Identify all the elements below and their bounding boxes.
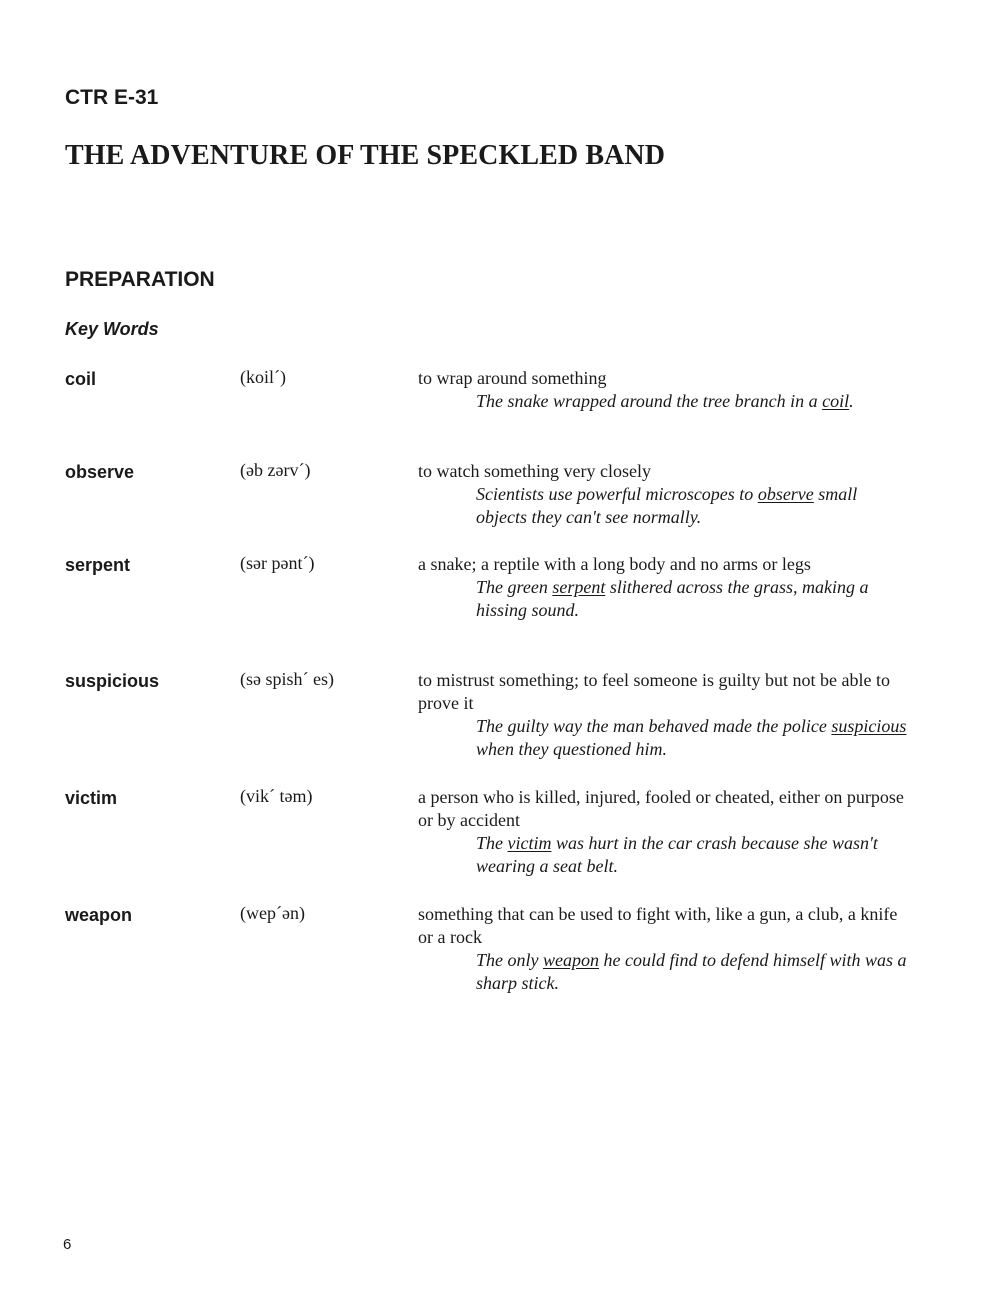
key-word: suspicious (65, 671, 160, 691)
definition-block (418, 669, 908, 761)
key-word: observe (65, 462, 135, 482)
definition-block (418, 903, 908, 995)
example-sentence: The guilty way the man behaved made the police suspicious when they questioned him. (476, 716, 907, 759)
example-sentence: Scientists use powerful microscopes to observe small objects they can't see normally. (476, 484, 858, 527)
key-word: victim (65, 788, 118, 808)
key-word: weapon (65, 905, 133, 925)
example-sentence: The green serpent slithered across the grass, making a hissing sound. (476, 577, 869, 620)
definition-block (418, 367, 908, 413)
pronunciation: (sə spish´ es) (240, 669, 334, 689)
underlined-key-word: weapon (543, 950, 599, 970)
underlined-key-word: serpent (552, 577, 606, 597)
definition: to mistrust something; to feel someone is guilty but not be able to prove it (418, 670, 890, 713)
definition-block (418, 460, 908, 529)
pronunciation: (vik´ təm) (240, 786, 313, 806)
section-heading: PREPARATION (65, 268, 215, 291)
example-sentence: The victim was hurt in the car crash because she wasn't wearing a seat belt. (476, 833, 878, 876)
key-word: coil (65, 369, 97, 389)
definition: something that can be used to fight with, like a gun, a club, a knife or a rock (418, 904, 898, 947)
pronunciation: (koil´) (240, 367, 286, 387)
example-sentence: The only weapon he could find to defend himself with was a sharp stick. (476, 950, 907, 993)
key-word: serpent (65, 555, 131, 575)
definition: to watch something very closely (418, 461, 651, 481)
definition: to wrap around something (418, 368, 607, 388)
page-number: 6 (63, 1236, 72, 1253)
page-title: THE ADVENTURE OF THE SPECKLED BAND (65, 140, 666, 171)
definition: a snake; a reptile with a long body and no arms or legs (418, 554, 811, 574)
underlined-key-word: coil (822, 391, 850, 411)
definition: a person who is killed, injured, fooled or cheated, either on purpose or by accident (418, 787, 904, 830)
underlined-key-word: observe (757, 484, 814, 504)
series-code: CTR E-31 (65, 86, 159, 109)
pronunciation: (əb zərv´) (240, 460, 311, 480)
definition-block (418, 786, 908, 878)
pronunciation: (wep´ən) (240, 903, 305, 923)
pronunciation: (sər pənt´) (240, 553, 315, 573)
underlined-key-word: victim (507, 833, 552, 853)
example-sentence: The snake wrapped around the tree branch in a coil. (476, 391, 854, 411)
underlined-key-word: suspicious (831, 716, 907, 736)
subsection-heading: Key Words (65, 319, 159, 339)
definition-block (418, 553, 908, 622)
